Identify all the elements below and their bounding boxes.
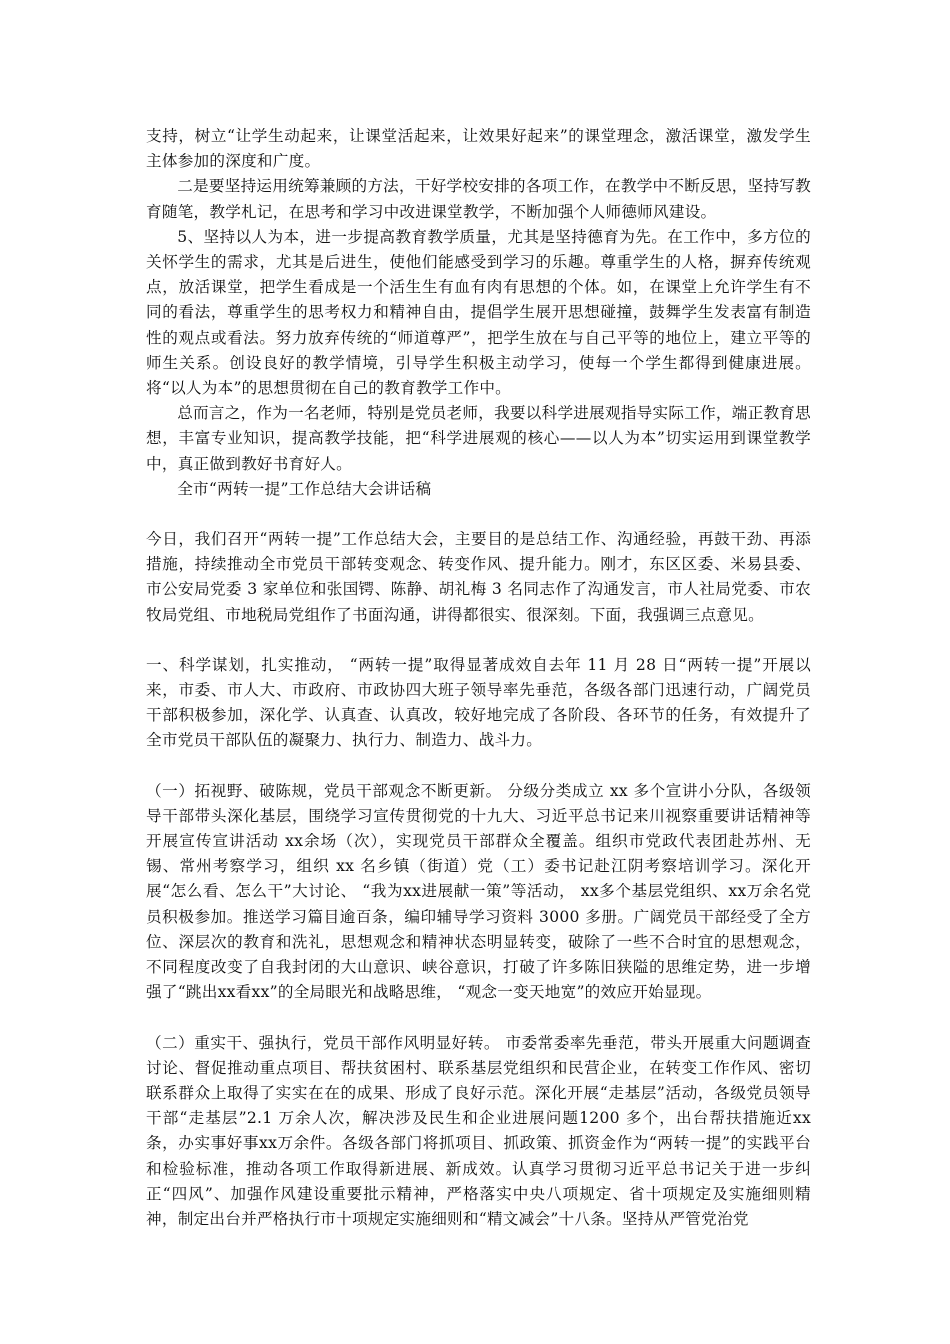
paragraph-conclusion: 总而言之，作为一名老师，特别是党员老师，我要以科学进展观指导实际工作，端正教育思想，丰富专业知识，提高教学技能，把“科学进展观的核心——以人为本”切实运用到课堂教学中，真正做到教好书育好人。 [146, 404, 811, 473]
section-heading-one: 一、科学谋划，扎实推动， “两转一提”取得显著成效自去年 11 月 28 日“两转一提”开展以来，市委、市人大、市政府、市政协四大班子领导率先垂范，各级各部门迅速行动，广阔党员干部积极参加，深化学、认真查、认真改，较好地完成了各阶段、各环节的任务，有效提升了全市党员干部队伍的凝聚力、执行力、制造力、战斗力。 [146, 655, 811, 750]
document-body [146, 124, 811, 1232]
speech-title: 全市“两转一提”工作总结大会讲话稿 [177, 479, 432, 498]
subsection-two: （二）重实干、强执行，党员干部作风明显好转。 市委常委率先垂范，带头开展重大问题调查讨论、督促推动重点项目、帮扶贫困村、联系基层党组织和民营企业，在转变工作作风、密切联系群众上取得了实实在在的成果、形成了良好示范。深化开展“走基层”活动，各级党员领导干部“走基层”2.1 万余人次，解决涉及民生和企业进展问题1200 多个，出台帮扶措施近xx条，办实事好事xx万余件。各级各部门将抓项目、抓政策、抓资金作为“两转一提”的实践平台和检验标准，推动各项工作取得新进展、新成效。认真学习贯彻习近平总书记关于进一步纠正“四风”、加强作风建设重要批示精神，严格落实中央八项规定、省十项规定及实施细则精神，制定出台并严格执行市十项规定实施细则和“精文减会”十八条。坚持从严管党治党 [146, 1033, 811, 1228]
subsection-one: （一）拓视野、破陈规，党员干部观念不断更新。 分级分类成立 xx 多个宣讲小分队，各级领导干部带头深化基层，围绕学习宣传贯彻党的十九大、习近平总书记来川视察重要讲话精神等开展宣传宣讲活动 xx余场（次），实现党员干部群众全覆盖。组织市党政代表团赴苏州、无锡、常州考察学习，组织 xx 名乡镇（街道）党（工）委书记赴江阴考察培训学习。深化开展“怎么看、怎么干”大讨论、 “我为xx进展献一策”等活动， xx多个基层党组织、xx万余名党员积极参加。推送学习篇目逾百条，编印辅导学习资料 3000 多册。广阔党员干部经受了全方位、深层次的教育和洗礼，思想观念和精神状态明显转变，破除了一些不合时宜的思想观念，不同程度改变了自我封闭的大山意识、峡谷意识，打破了许多陈旧狭隘的思维定势，进一步增强了“跳出xx看xx”的全局眼光和战略思维， “观念一变天地宽”的效应开始显现。 [146, 781, 811, 1002]
paragraph-meeting-intro: 今日，我们召开“两转一提”工作总结大会，主要目的是总结工作、沟通经验，再鼓干劲、再添措施，持续推动全市党员干部转变观念、转变作风、提升能力。刚才，东区区委、米易县委、市公安局党委 3 家单位和张国锷、陈静、胡礼梅 3 名同志作了沟通发言，市人社局党委、市农牧局党组、市地税局党组作了书面沟通，讲得都很实、很深刻。下面，我强调三点意见。 [146, 530, 811, 624]
paragraph-classroom-concept: 支持，树立“让学生动起来，让课堂活起来，让效果好起来”的课堂理念，激活课堂，激发学生主体参加的深度和广度。 [146, 127, 811, 171]
paragraph-people-oriented: 5、坚持以人为本，进一步提高教育教学质量，尤其是坚持德育为先。在工作中，多方位的关怀学生的需求，尤其是后进生，使他们能感受到学习的乐趣。尊重学生的人格，摒弃传统观点，放活课堂，把学生看成是一个活生生有血有肉有思想的个体。如，在课堂上允许学生有不同的看法，尊重学生的思考权力和精神自由，提倡学生展开思想碰撞，鼓舞学生发表富有制造性的观点或看法。努力放弃传统的“师道尊严”，把学生放在与自己平等的地位上，建立平等的师生关系。创设良好的教学情境，引导学生积极主动学习，使每一个学生都得到健康进展。将“以人为本”的思想贯彻在自己的教育教学工作中。 [146, 227, 811, 398]
paragraph-coordination-method: 二是要坚持运用统筹兼顾的方法，干好学校安排的各项工作，在教学中不断反思，坚持写教育随笔，教学札记，在思考和学习中改进课堂教学，不断加强个人师德师风建设。 [146, 177, 811, 221]
